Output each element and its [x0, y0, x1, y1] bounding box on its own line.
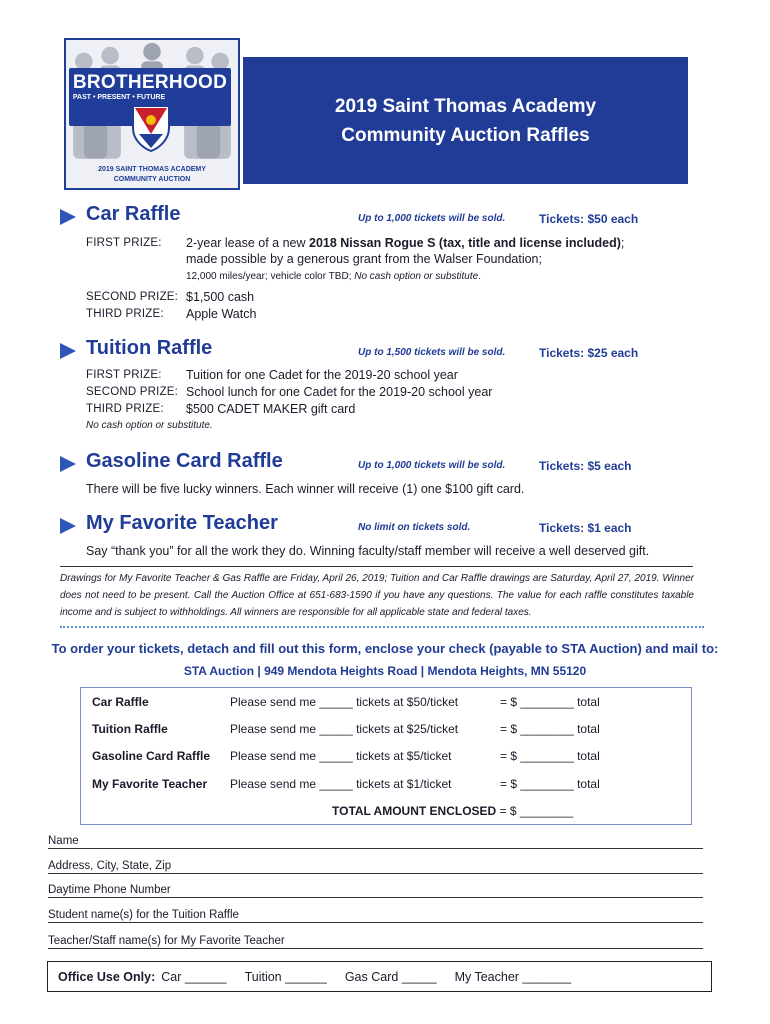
- order-row-total[interactable]: = $ ________ total: [500, 777, 600, 791]
- car-first-prize-line2: made possible by a generous grant from the Walser Foundation;: [186, 252, 542, 266]
- student-name-field[interactable]: [48, 909, 703, 925]
- field-label: Student name(s) for the Tuition Raffle: [48, 909, 243, 921]
- teacher-name-field[interactable]: [48, 935, 703, 951]
- page-title-banner: [243, 57, 688, 184]
- address-field[interactable]: [48, 860, 703, 876]
- order-row-name: My Favorite Teacher: [92, 777, 208, 791]
- raffle-limit: Up to 1,000 tickets will be sold.: [358, 213, 506, 224]
- gas-raffle-header: [60, 450, 740, 476]
- raffle-limit: Up to 1,500 tickets will be sold.: [358, 347, 506, 358]
- field-label: Teacher/Staff name(s) for My Favorite Teacher: [48, 935, 289, 947]
- order-row[interactable]: [92, 749, 692, 765]
- field-line[interactable]: [48, 897, 703, 898]
- office-car: Car ______: [161, 969, 227, 984]
- logo-title: BROTHERHOOD: [72, 72, 228, 93]
- raffle-name: My Favorite Teacher: [86, 512, 278, 534]
- crest-shield-icon: [131, 104, 171, 152]
- car-first-prize-value: 2-year lease of a new 2018 Nissan Rogue S (tax, title and license included);: [186, 236, 625, 250]
- teacher-raffle-header: [60, 512, 740, 538]
- raffle-price: Tickets: $1 each: [539, 521, 632, 535]
- office-use-label: Office Use Only:: [58, 969, 156, 984]
- car-raffle-header: [60, 203, 740, 229]
- page-title-line2: Community Auction Raffles: [341, 124, 590, 146]
- raffle-limit: No limit on tickets sold.: [358, 522, 471, 533]
- field-label: Address, City, State, Zip: [48, 860, 175, 872]
- field-label: Name: [48, 835, 83, 847]
- order-row-total[interactable]: = $ ________ total: [500, 749, 600, 763]
- car-first-prize-line3: 12,000 miles/year; vehicle color TBD; No cash option or substitute.: [186, 271, 481, 282]
- total-amount-label: TOTAL AMOUNT ENCLOSED: [332, 804, 497, 818]
- logo-footer-line1: 2019 SAINT THOMAS ACADEMY: [98, 166, 206, 173]
- raffle-price: Tickets: $25 each: [539, 346, 639, 360]
- order-row-name: Tuition Raffle: [92, 722, 168, 736]
- order-row-name: Car Raffle: [92, 695, 149, 709]
- car-second-prize-value: $1,500 cash: [186, 290, 255, 304]
- arrow-right-icon: [60, 343, 76, 359]
- mailing-address: STA Auction | 949 Mendota Heights Road | Mendota Heights, MN 55120: [183, 664, 587, 678]
- order-row-name: Gasoline Card Raffle: [92, 749, 211, 763]
- field-line[interactable]: [48, 873, 703, 874]
- teacher-description: Say “thank you” for all the work they do. Winning faculty/staff member will receive a well deserved gift.: [86, 544, 650, 558]
- car-third-prize-label: THIRD PRIZE:: [86, 308, 164, 320]
- field-line[interactable]: [48, 922, 703, 923]
- page-title-line1: 2019 Saint Thomas Academy: [334, 95, 597, 117]
- tuition-second-prize-value: School lunch for one Cadet for the 2019-20 school year: [186, 385, 493, 399]
- order-row[interactable]: [92, 777, 692, 793]
- total-amount-row[interactable]: [332, 804, 573, 818]
- tuition-first-prize-label: FIRST PRIZE:: [86, 369, 162, 381]
- raffle-name: Car Raffle: [86, 203, 181, 225]
- order-row-line[interactable]: Please send me _____ tickets at $1/ticket: [230, 777, 452, 791]
- car-third-prize-value: Apple Watch: [186, 307, 257, 321]
- raffle-price: Tickets: $50 each: [539, 212, 639, 226]
- total-amount-value[interactable]: = $ ________: [499, 804, 574, 818]
- order-row-line[interactable]: Please send me _____ tickets at $5/ticket: [230, 749, 452, 763]
- raffle-name: Gasoline Card Raffle: [86, 450, 283, 472]
- office-teacher: My Teacher _______: [454, 969, 572, 984]
- office-gas: Gas Card _____: [344, 969, 437, 984]
- order-row-line[interactable]: Please send me _____ tickets at $25/ticket: [230, 722, 459, 736]
- arrow-right-icon: [60, 456, 76, 472]
- divider: [60, 566, 693, 567]
- tuition-third-prize-label: THIRD PRIZE:: [86, 403, 164, 415]
- office-use-box: [47, 961, 712, 992]
- order-row-total[interactable]: = $ ________ total: [500, 722, 600, 736]
- order-row-line[interactable]: Please send me _____ tickets at $50/ticket: [230, 695, 459, 709]
- detach-line: [60, 626, 704, 628]
- order-row[interactable]: [92, 722, 692, 738]
- field-line[interactable]: [48, 848, 703, 849]
- logo-tagline: PAST • PRESENT • FUTURE: [72, 94, 166, 101]
- gas-description: There will be five lucky winners. Each winner will receive (1) one $100 gift card.: [86, 482, 525, 496]
- order-instructions: To order your tickets, detach and fill out this form, enclose your check (payable to STA Auction) and mail to:: [51, 641, 719, 656]
- field-line[interactable]: [48, 948, 703, 949]
- field-label: Daytime Phone Number: [48, 884, 175, 896]
- tuition-note: No cash option or substitute.: [86, 420, 213, 431]
- tuition-second-prize-label: SECOND PRIZE:: [86, 386, 179, 398]
- arrow-right-icon: [60, 518, 76, 534]
- raffle-price: Tickets: $5 each: [539, 459, 632, 473]
- office-tuition: Tuition ______: [244, 969, 327, 984]
- tuition-third-prize-value: $500 CADET MAKER gift card: [186, 402, 356, 416]
- raffle-limit: Up to 1,000 tickets will be sold.: [358, 460, 506, 471]
- arrow-right-icon: [60, 209, 76, 225]
- order-row[interactable]: [92, 695, 692, 711]
- order-row-total[interactable]: = $ ________ total: [500, 695, 600, 709]
- logo-footer-line2: COMMUNITY AUCTION: [113, 176, 191, 183]
- drawings-notice: Drawings for My Favorite Teacher & Gas Raffle are Friday, April 26, 2019; Tuition and Car Raffle drawings are Saturday, April 27, 2019. Winner does not need to be present. Call the Auction Office at 651-683-1590 if you have any questions. The value for each raffle constitutes taxable income and is subject to withholdings. All winners are responsible for all applicable state and federal taxes.: [60, 573, 694, 618]
- raffle-name: Tuition Raffle: [86, 337, 213, 359]
- tuition-raffle-header: [60, 337, 740, 363]
- name-field[interactable]: [48, 835, 703, 851]
- car-first-prize-label: FIRST PRIZE:: [86, 237, 162, 249]
- phone-field[interactable]: [48, 884, 703, 900]
- tuition-first-prize-value: Tuition for one Cadet for the 2019-20 school year: [186, 368, 458, 382]
- car-second-prize-label: SECOND PRIZE:: [86, 291, 179, 303]
- brotherhood-logo: [64, 38, 240, 190]
